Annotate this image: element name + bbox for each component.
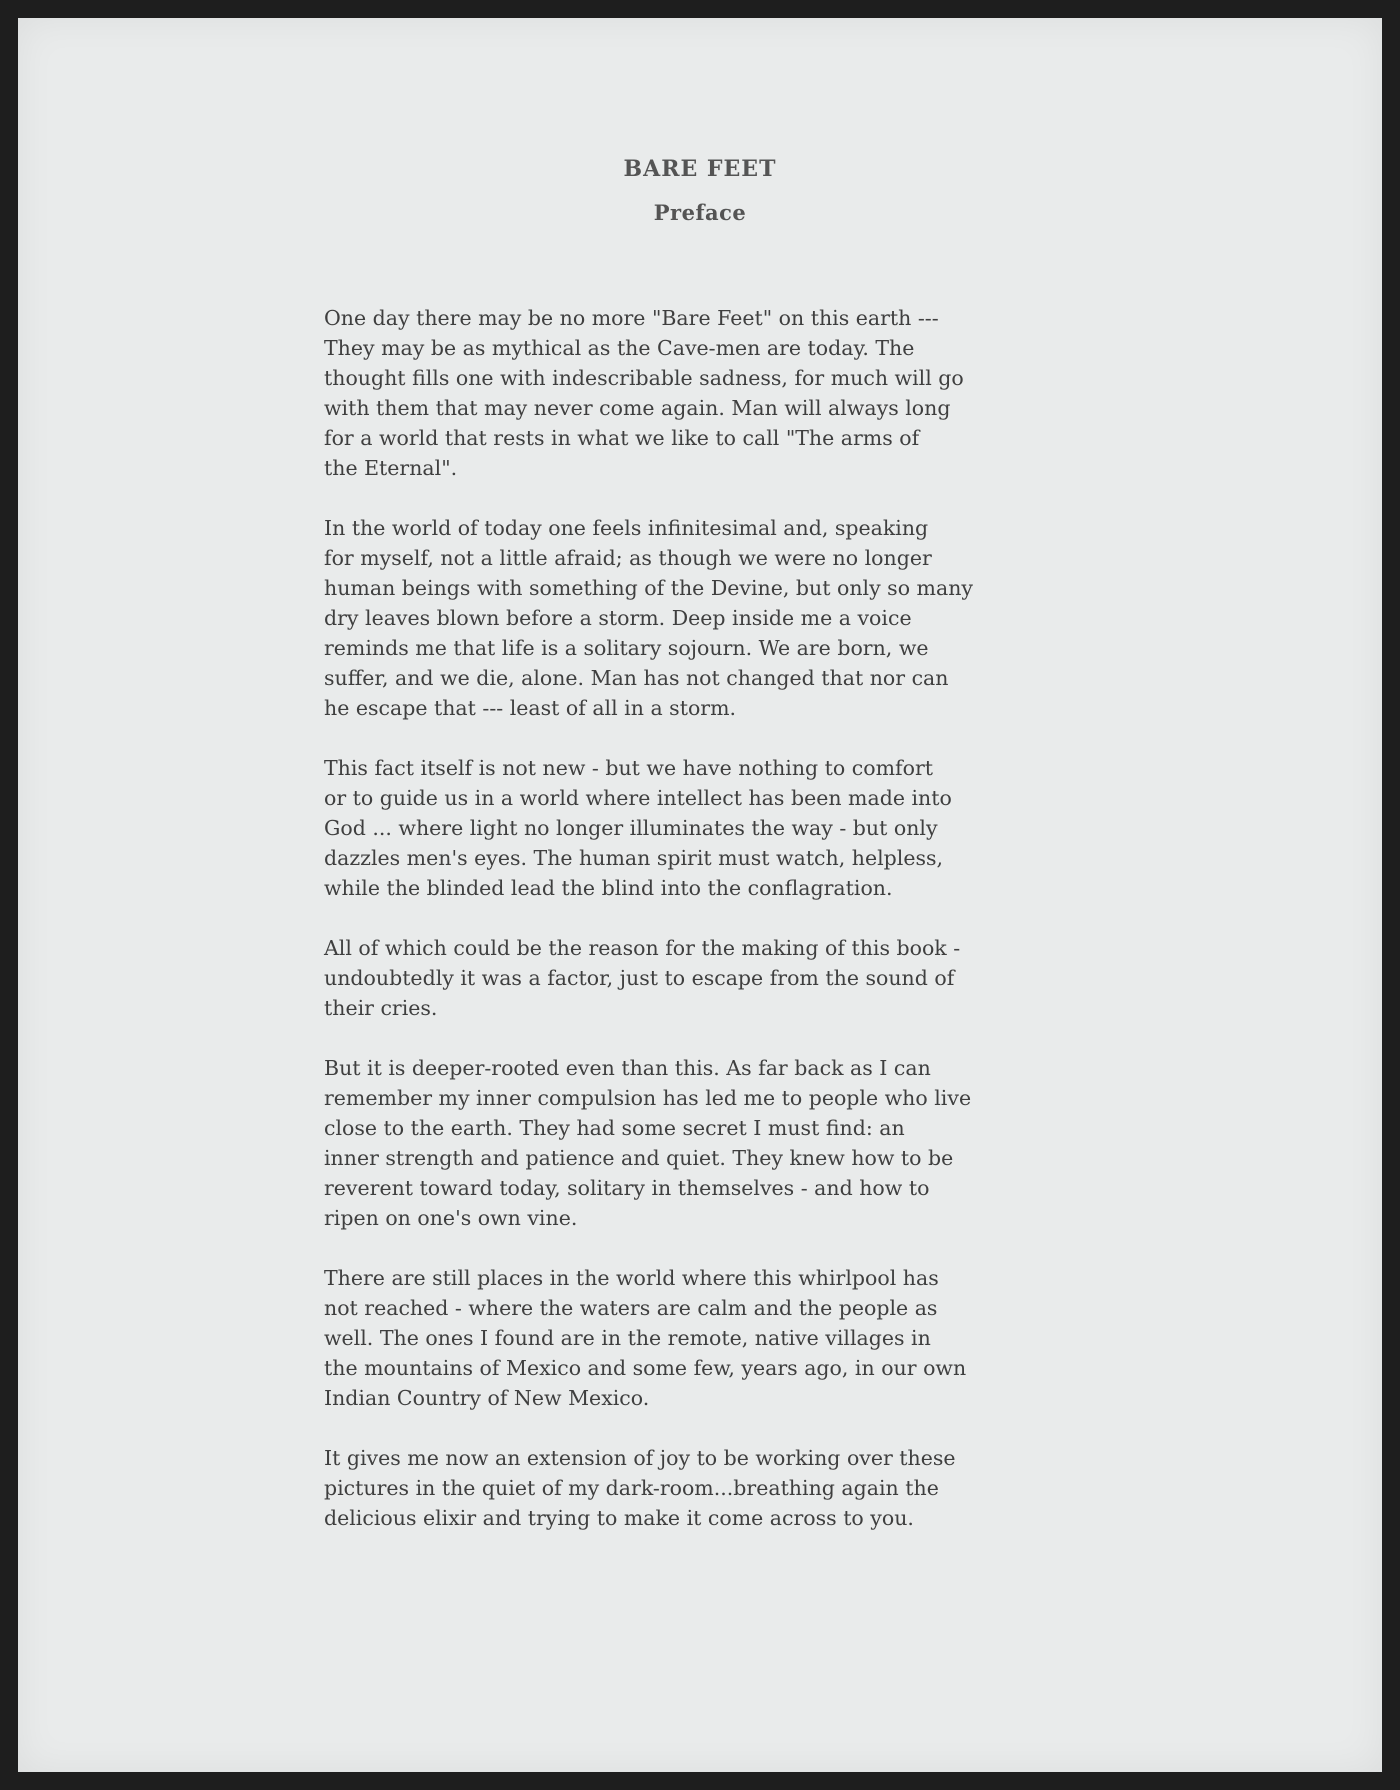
paragraph-6: There are still places in the world where this whirlpool has not reached - where the waters are calm and the people as well. The ones I found are in the remote, native villages in the mountains of Mexico and some few, years ago, in our own Indian Country of New Mexico.	[324, 1266, 967, 1410]
paragraph-7: It gives me now an extension of joy to be working over these pictures in the quiet of my dark-room...breathing again the delicious elixir and trying to make it come across to you.	[324, 1446, 956, 1530]
document-subtitle: Preface	[653, 200, 747, 225]
document-page	[18, 18, 1382, 1772]
document-body	[324, 303, 1204, 1563]
document-title: BARE FEET	[623, 156, 777, 182]
paragraph-1: One day there may be no more "Bare Feet" on this earth --- They may be as mythical as the Cave-men are today. The thought fills one with indescribable sadness, for much will go with them that may never come again. Man will always long for a world that rests in what we like to call "The arms of the Eternal".	[324, 306, 964, 480]
paragraph-2: In the world of today one feels infinitesimal and, speaking for myself, not a little afraid; as though we were no longer human beings with something of the Devine, but only so many dry leaves blown before a storm. Deep inside me a voice reminds me that life is a solitary sojourn. We are born, we suffer, and we die, alone. Man has not changed that nor can he escape that --- least of all in a storm.	[324, 516, 974, 720]
paragraph-4: All of which could be the reason for the making of this book - undoubtedly it was a factor, just to escape from the sound of their cries.	[324, 936, 961, 1020]
paragraph-5: But it is deeper-rooted even than this. As far back as I can remember my inner compulsion has led me to people who live close to the earth. They had some secret I must find: an inner strength and patience and quiet. They knew how to be reverent toward today, solitary in themselves - and how to ripen on one's own vine.	[324, 1056, 972, 1230]
paragraph-3: This fact itself is not new - but we have nothing to comfort or to guide us in a world where intellect has been made into God ... where light no longer illuminates the way - but only dazzles men's eyes. The human spirit must watch, helpless, while the blinded lead the blind into the conflagration.	[324, 756, 952, 900]
